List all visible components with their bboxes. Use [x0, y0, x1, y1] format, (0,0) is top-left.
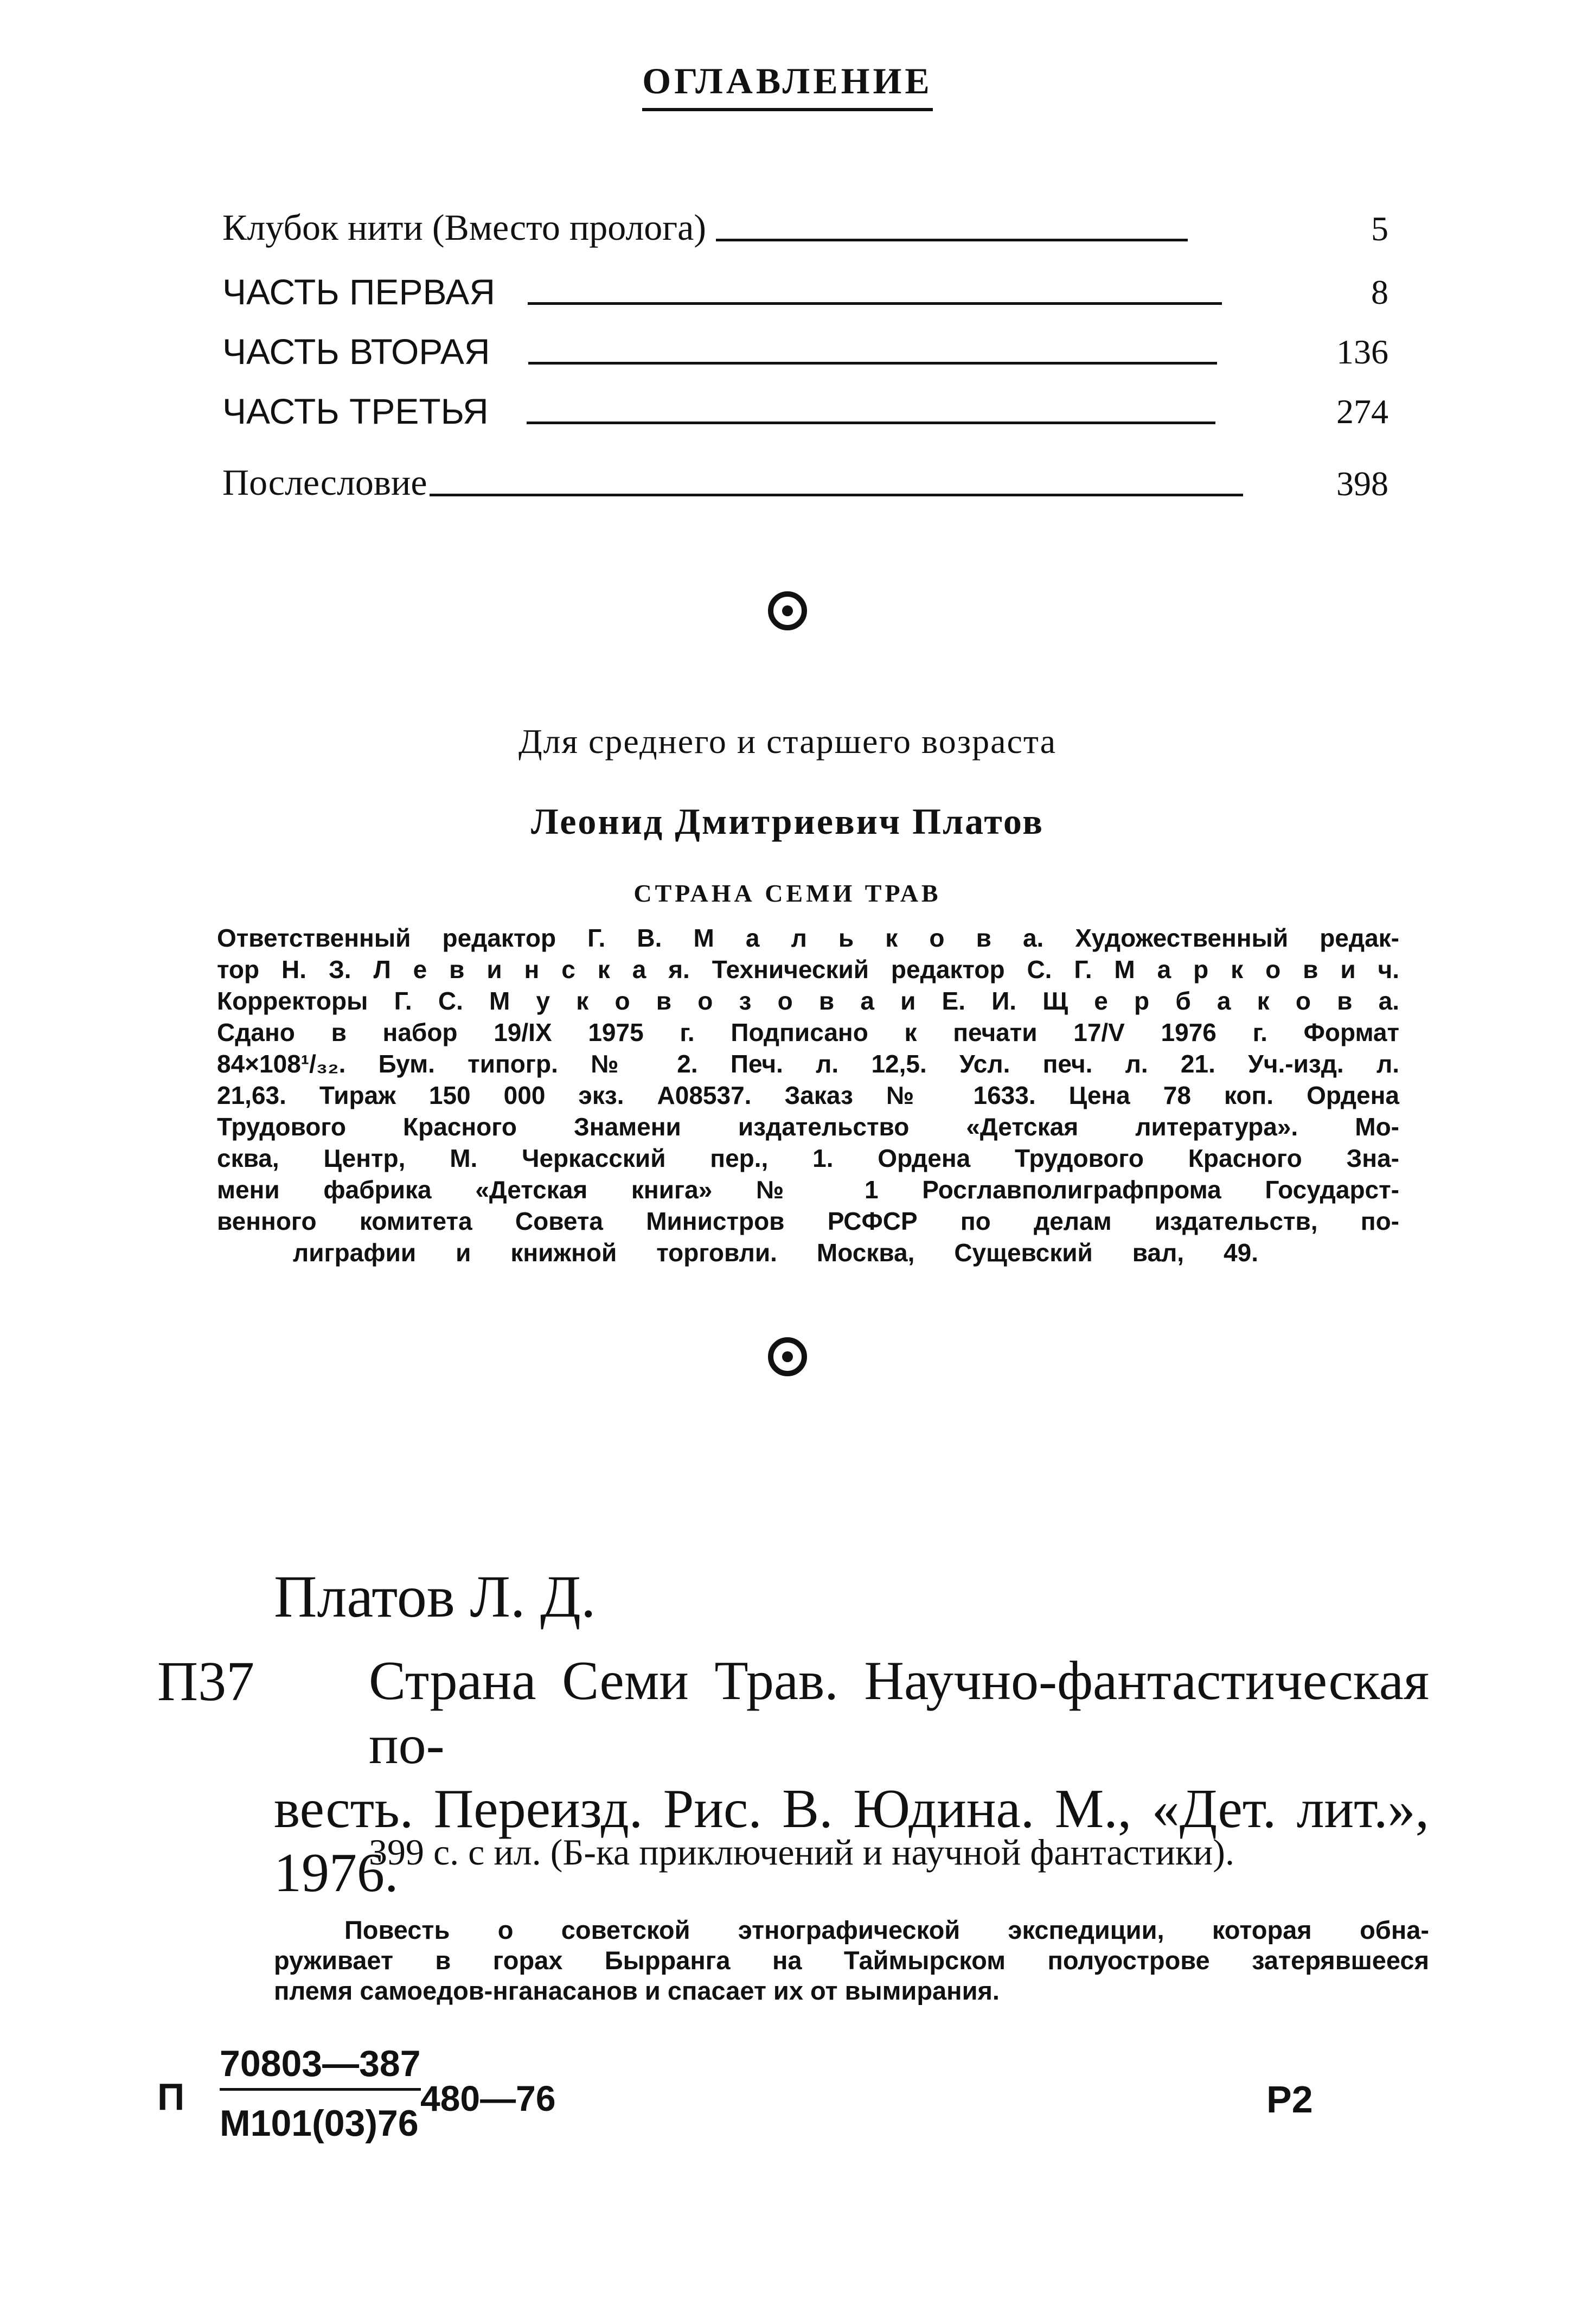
- toc-item[interactable]: [222, 331, 1388, 372]
- catalog-pages: 399 с. с ил. (Б-ка приключений и научной фантастики).: [369, 1831, 1234, 1873]
- toc-leader-line: [528, 302, 1222, 305]
- toc-leader-line: [527, 422, 1215, 424]
- annotation-line: Повесть о советской этнографической экспедиции, которая обна-: [344, 1916, 1429, 1944]
- imprint-block: [217, 922, 1399, 1268]
- toc-item[interactable]: [222, 271, 1388, 312]
- bbk-numerator: 70803—387: [220, 2042, 421, 2091]
- ornament-icon: [768, 1337, 807, 1376]
- toc-item-label: Клубок нити (Вместо пролога): [222, 207, 706, 248]
- toc-item-label: Послесловие: [222, 462, 427, 503]
- imprint-line: мени фабрика «Детская книга» № 1 Росглавполиграфпрома Государст-: [217, 1176, 1399, 1204]
- imprint-line: 21,63. Тираж 150 000 экз. А08537. Заказ № 1633. Цена 78 коп. Ордена: [217, 1081, 1399, 1109]
- ornament-icon: [768, 591, 807, 630]
- catalog-author-heading: Платов Л. Д.: [274, 1563, 596, 1630]
- toc-item-label: ЧАСТЬ ПЕРВАЯ: [222, 272, 495, 312]
- toc-item-page: 5: [1371, 209, 1388, 248]
- toc-leader-line: [430, 494, 1243, 496]
- description-line: Страна Семи Трав. Научно-фантастическая по-: [369, 1650, 1429, 1776]
- bbk-suffix: 480—76: [420, 2078, 556, 2118]
- bbk-denominator: М101(03)76: [220, 2103, 419, 2144]
- description-line: 1976.: [274, 1842, 399, 1904]
- annotation-line: племя самоедов-нганасанов и спасает их от вымирания.: [274, 1976, 1000, 2005]
- author-name: Леонид Дмитриевич Платов: [531, 801, 1044, 842]
- description-line: весть. Переизд. Рис. В. Юдина. М., «Дет. лит.»,: [274, 1778, 1429, 1840]
- toc-leader-line: [528, 362, 1217, 365]
- catalog-annotation: [274, 1915, 1429, 2006]
- audience-note: Для среднего и старшего возраста: [518, 722, 1057, 761]
- toc-item-page: 8: [1371, 273, 1388, 311]
- toc-item[interactable]: [222, 391, 1388, 432]
- toc-heading-text: ОГЛАВЛЕНИЕ: [642, 60, 933, 111]
- book-title: СТРАНА СЕМИ ТРАВ: [633, 879, 942, 907]
- classification-index: Р2: [1266, 2078, 1313, 2121]
- toc-item-page: 274: [1336, 392, 1388, 431]
- toc-leader-line: [716, 239, 1188, 241]
- bbk-letter: П: [157, 2076, 185, 2118]
- imprint-line: Трудового Красного Знамени издательство «Детская литература». Мо-: [217, 1113, 1399, 1141]
- imprint-line: Сдано в набор 19/IX 1975 г. Подписано к печати 17/V 1976 г. Формат: [217, 1018, 1399, 1046]
- imprint-line: Корректоры Г. С. М у к о в о з о в а и Е. И. Щ е р б а к о в а.: [217, 987, 1399, 1015]
- toc-item-page: 136: [1336, 333, 1388, 371]
- imprint-line: тор Н. З. Л е в и н с к а я. Технический редактор С. Г. М а р к о в и ч.: [217, 955, 1399, 984]
- imprint-line: 84×108¹/₃₂. Бум. типогр. № 2. Печ. л. 12,5. Усл. печ. л. 21. Уч.-изд. л.: [217, 1050, 1399, 1078]
- toc-item[interactable]: [222, 206, 1388, 249]
- toc-heading: [0, 60, 1575, 111]
- toc-item-label: ЧАСТЬ ВТОРАЯ: [222, 331, 490, 372]
- catalog-code: П37: [157, 1650, 255, 1713]
- toc-item-label: ЧАСТЬ ТРЕТЬЯ: [222, 391, 489, 431]
- annotation-line: руживает в горах Бырранга на Таймырском полуострове затерявшееся: [274, 1946, 1429, 1975]
- toc-item[interactable]: [222, 461, 1388, 504]
- imprint-line: лиграфии и книжной торговли. Москва, Сущевский вал, 49.: [293, 1238, 1258, 1267]
- imprint-line: венного комитета Совета Министров РСФСР по делам издательств, по-: [217, 1207, 1399, 1235]
- imprint-line: сква, Центр, М. Черкасский пер., 1. Ордена Трудового Красного Зна-: [217, 1144, 1399, 1172]
- imprint-line: Ответственный редактор Г. В. М а л ь к о в а. Художественный редак-: [217, 924, 1399, 952]
- toc-item-page: 398: [1336, 464, 1388, 503]
